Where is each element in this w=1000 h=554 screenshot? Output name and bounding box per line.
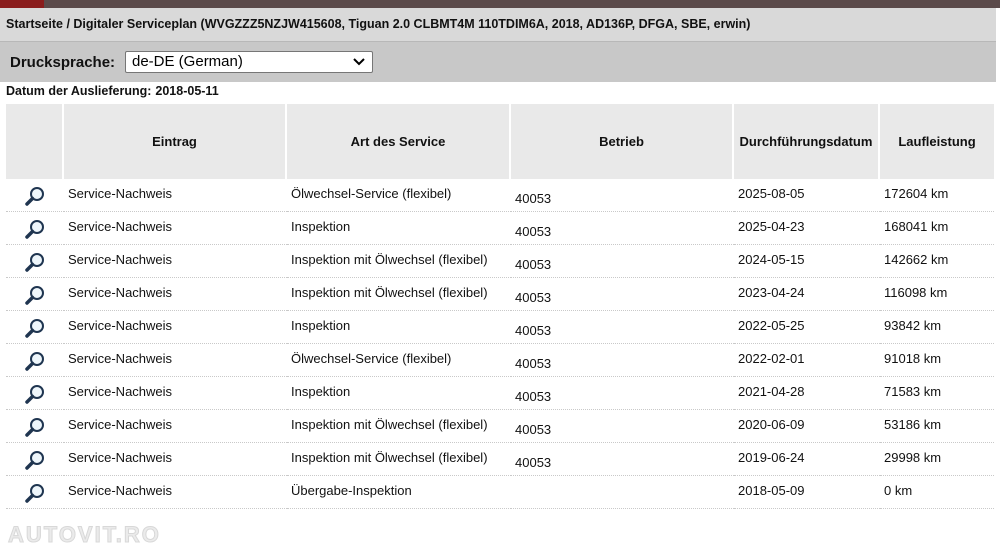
cell-workshop: 40053	[511, 344, 734, 377]
row-view-button[interactable]	[6, 344, 64, 377]
table-row	[6, 311, 994, 344]
delivery-date-line	[6, 84, 219, 98]
cell-service-type: Ölwechsel-Service (flexibel)	[287, 344, 511, 377]
row-view-button[interactable]	[6, 410, 64, 443]
row-view-button[interactable]	[6, 311, 64, 344]
cell-entry: Service-Nachweis	[64, 377, 287, 410]
cell-workshop: 40053	[511, 179, 734, 212]
cell-service-type: Inspektion mit Ölwechsel (flexibel)	[287, 443, 511, 476]
cell-mileage: 93842 km	[880, 311, 994, 344]
cell-date: 2023-04-24	[734, 278, 880, 311]
cell-date: 2022-05-25	[734, 311, 880, 344]
magnifier-icon[interactable]	[24, 317, 46, 339]
cell-workshop: 40053	[511, 311, 734, 344]
table-row	[6, 278, 994, 311]
top-strip-accent	[0, 0, 44, 8]
magnifier-icon[interactable]	[24, 482, 46, 504]
cell-entry: Service-Nachweis	[64, 311, 287, 344]
cell-entry: Service-Nachweis	[64, 212, 287, 245]
cell-mileage: 0 km	[880, 476, 994, 509]
cell-date: 2025-04-23	[734, 212, 880, 245]
cell-date: 2018-05-09	[734, 476, 880, 509]
row-view-button[interactable]	[6, 212, 64, 245]
cell-mileage: 29998 km	[880, 443, 994, 476]
cell-service-type: Inspektion mit Ölwechsel (flexibel)	[287, 278, 511, 311]
table-row	[6, 443, 994, 476]
row-view-button[interactable]	[6, 476, 64, 509]
cell-mileage: 116098 km	[880, 278, 994, 311]
table-row	[6, 377, 994, 410]
cell-date: 2024-05-15	[734, 245, 880, 278]
cell-workshop: 40053	[511, 410, 734, 443]
cell-date: 2020-06-09	[734, 410, 880, 443]
cell-service-type: Inspektion mit Ölwechsel (flexibel)	[287, 245, 511, 278]
row-view-button[interactable]	[6, 278, 64, 311]
cell-date: 2025-08-05	[734, 179, 880, 212]
table-header-row	[6, 104, 994, 179]
cell-service-type: Ölwechsel-Service (flexibel)	[287, 179, 511, 212]
cell-date: 2021-04-28	[734, 377, 880, 410]
cell-service-type: Inspektion	[287, 377, 511, 410]
watermark-logo: AUTOVIT.RO	[8, 522, 161, 547]
title-bar	[0, 8, 996, 42]
delivery-date-label: Datum der Auslieferung:	[6, 84, 152, 98]
cell-workshop: 40053	[511, 278, 734, 311]
magnifier-icon[interactable]	[24, 383, 46, 405]
table-row	[6, 179, 994, 212]
cell-service-type: Inspektion mit Ölwechsel (flexibel)	[287, 410, 511, 443]
cell-mileage: 168041 km	[880, 212, 994, 245]
magnifier-icon[interactable]	[24, 284, 46, 306]
magnifier-icon[interactable]	[24, 251, 46, 273]
cell-mileage: 53186 km	[880, 410, 994, 443]
cell-mileage: 71583 km	[880, 377, 994, 410]
cell-entry: Service-Nachweis	[64, 410, 287, 443]
table-row	[6, 212, 994, 245]
column-header-date: Durchführungsdatum	[734, 104, 880, 179]
cell-entry: Service-Nachweis	[64, 278, 287, 311]
table-row	[6, 245, 994, 278]
column-header-service-type: Art des Service	[287, 104, 511, 179]
table-row	[6, 410, 994, 443]
magnifier-icon[interactable]	[24, 218, 46, 240]
column-header-mileage: Laufleistung	[880, 104, 994, 179]
cell-date: 2019-06-24	[734, 443, 880, 476]
page-title: Startseite / Digitaler Serviceplan (WVGZZZ5NZJW415608, Tiguan 2.0 CLBMT4M 110TDIM6A, 2018, AD136P, DFGA, SBE, erwin)	[6, 17, 751, 31]
cell-workshop	[511, 476, 734, 509]
table-row	[6, 344, 994, 377]
cell-service-type: Inspektion	[287, 311, 511, 344]
cell-service-type: Übergabe-Inspektion	[287, 476, 511, 509]
cell-mileage: 172604 km	[880, 179, 994, 212]
row-view-button[interactable]	[6, 377, 64, 410]
cell-workshop: 40053	[511, 212, 734, 245]
cell-mileage: 91018 km	[880, 344, 994, 377]
cell-entry: Service-Nachweis	[64, 443, 287, 476]
column-header-workshop: Betrieb	[511, 104, 734, 179]
cell-workshop: 40053	[511, 377, 734, 410]
magnifier-icon[interactable]	[24, 449, 46, 471]
cell-workshop: 40053	[511, 443, 734, 476]
print-language-label: Drucksprache:	[10, 54, 116, 71]
cell-workshop: 40053	[511, 245, 734, 278]
chevron-down-icon	[352, 55, 366, 69]
service-table	[6, 104, 994, 509]
cell-service-type: Inspektion	[287, 212, 511, 245]
magnifier-icon[interactable]	[24, 185, 46, 207]
row-view-button[interactable]	[6, 245, 64, 278]
row-view-button[interactable]	[6, 443, 64, 476]
delivery-date-value: 2018-05-11	[155, 84, 219, 98]
cell-entry: Service-Nachweis	[64, 245, 287, 278]
magnifier-icon[interactable]	[24, 350, 46, 372]
cell-date: 2022-02-01	[734, 344, 880, 377]
cell-entry: Service-Nachweis	[64, 179, 287, 212]
row-view-button[interactable]	[6, 179, 64, 212]
cell-mileage: 142662 km	[880, 245, 994, 278]
print-language-select[interactable]	[125, 51, 373, 73]
cell-entry: Service-Nachweis	[64, 344, 287, 377]
print-language-value: de-DE (German)	[132, 53, 243, 70]
column-header-icon	[6, 104, 64, 179]
column-header-entry: Eintrag	[64, 104, 287, 179]
magnifier-icon[interactable]	[24, 416, 46, 438]
table-row	[6, 476, 994, 509]
top-strip	[0, 0, 1000, 8]
cell-entry: Service-Nachweis	[64, 476, 287, 509]
